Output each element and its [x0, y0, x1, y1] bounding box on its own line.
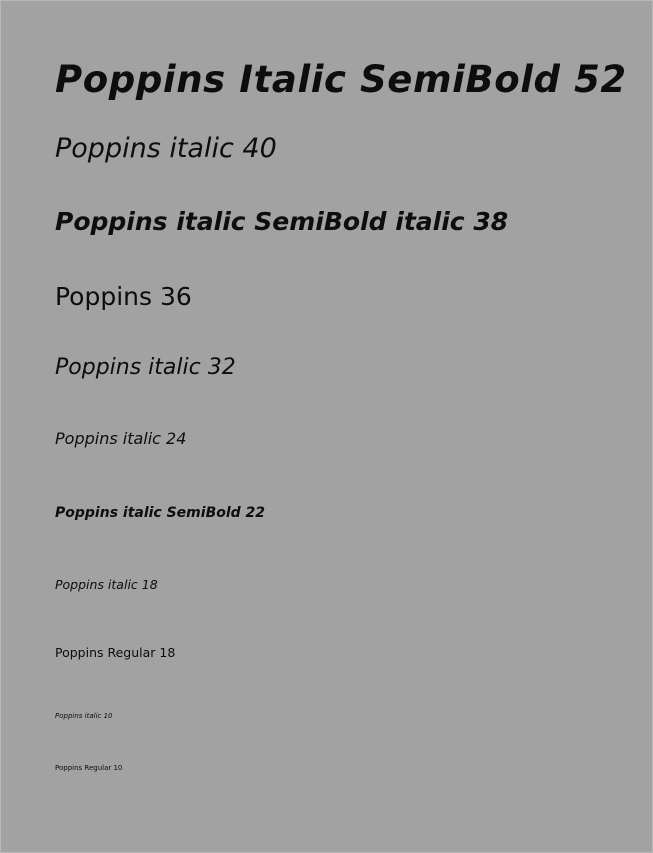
sample-italic-10: Poppins italic 10	[55, 712, 113, 720]
sample-italic-24: Poppins italic 24	[55, 429, 187, 448]
sample-regular-18: Poppins Regular 18	[55, 645, 176, 660]
sample-regular-36: Poppins 36	[55, 282, 192, 311]
sample-italic-18: Poppins italic 18	[55, 577, 158, 592]
sample-regular-10: Poppins Regular 10	[55, 764, 123, 772]
sample-italic-semibold-22: Poppins italic SemiBold 22	[55, 505, 266, 521]
sample-italic-semibold-38: Poppins italic SemiBold italic 38	[55, 207, 509, 236]
sample-italic-semibold-52: Poppins Italic SemiBold 52	[55, 58, 627, 101]
sample-italic-32: Poppins italic 32	[55, 355, 236, 380]
sample-italic-40: Poppins italic 40	[55, 133, 277, 164]
